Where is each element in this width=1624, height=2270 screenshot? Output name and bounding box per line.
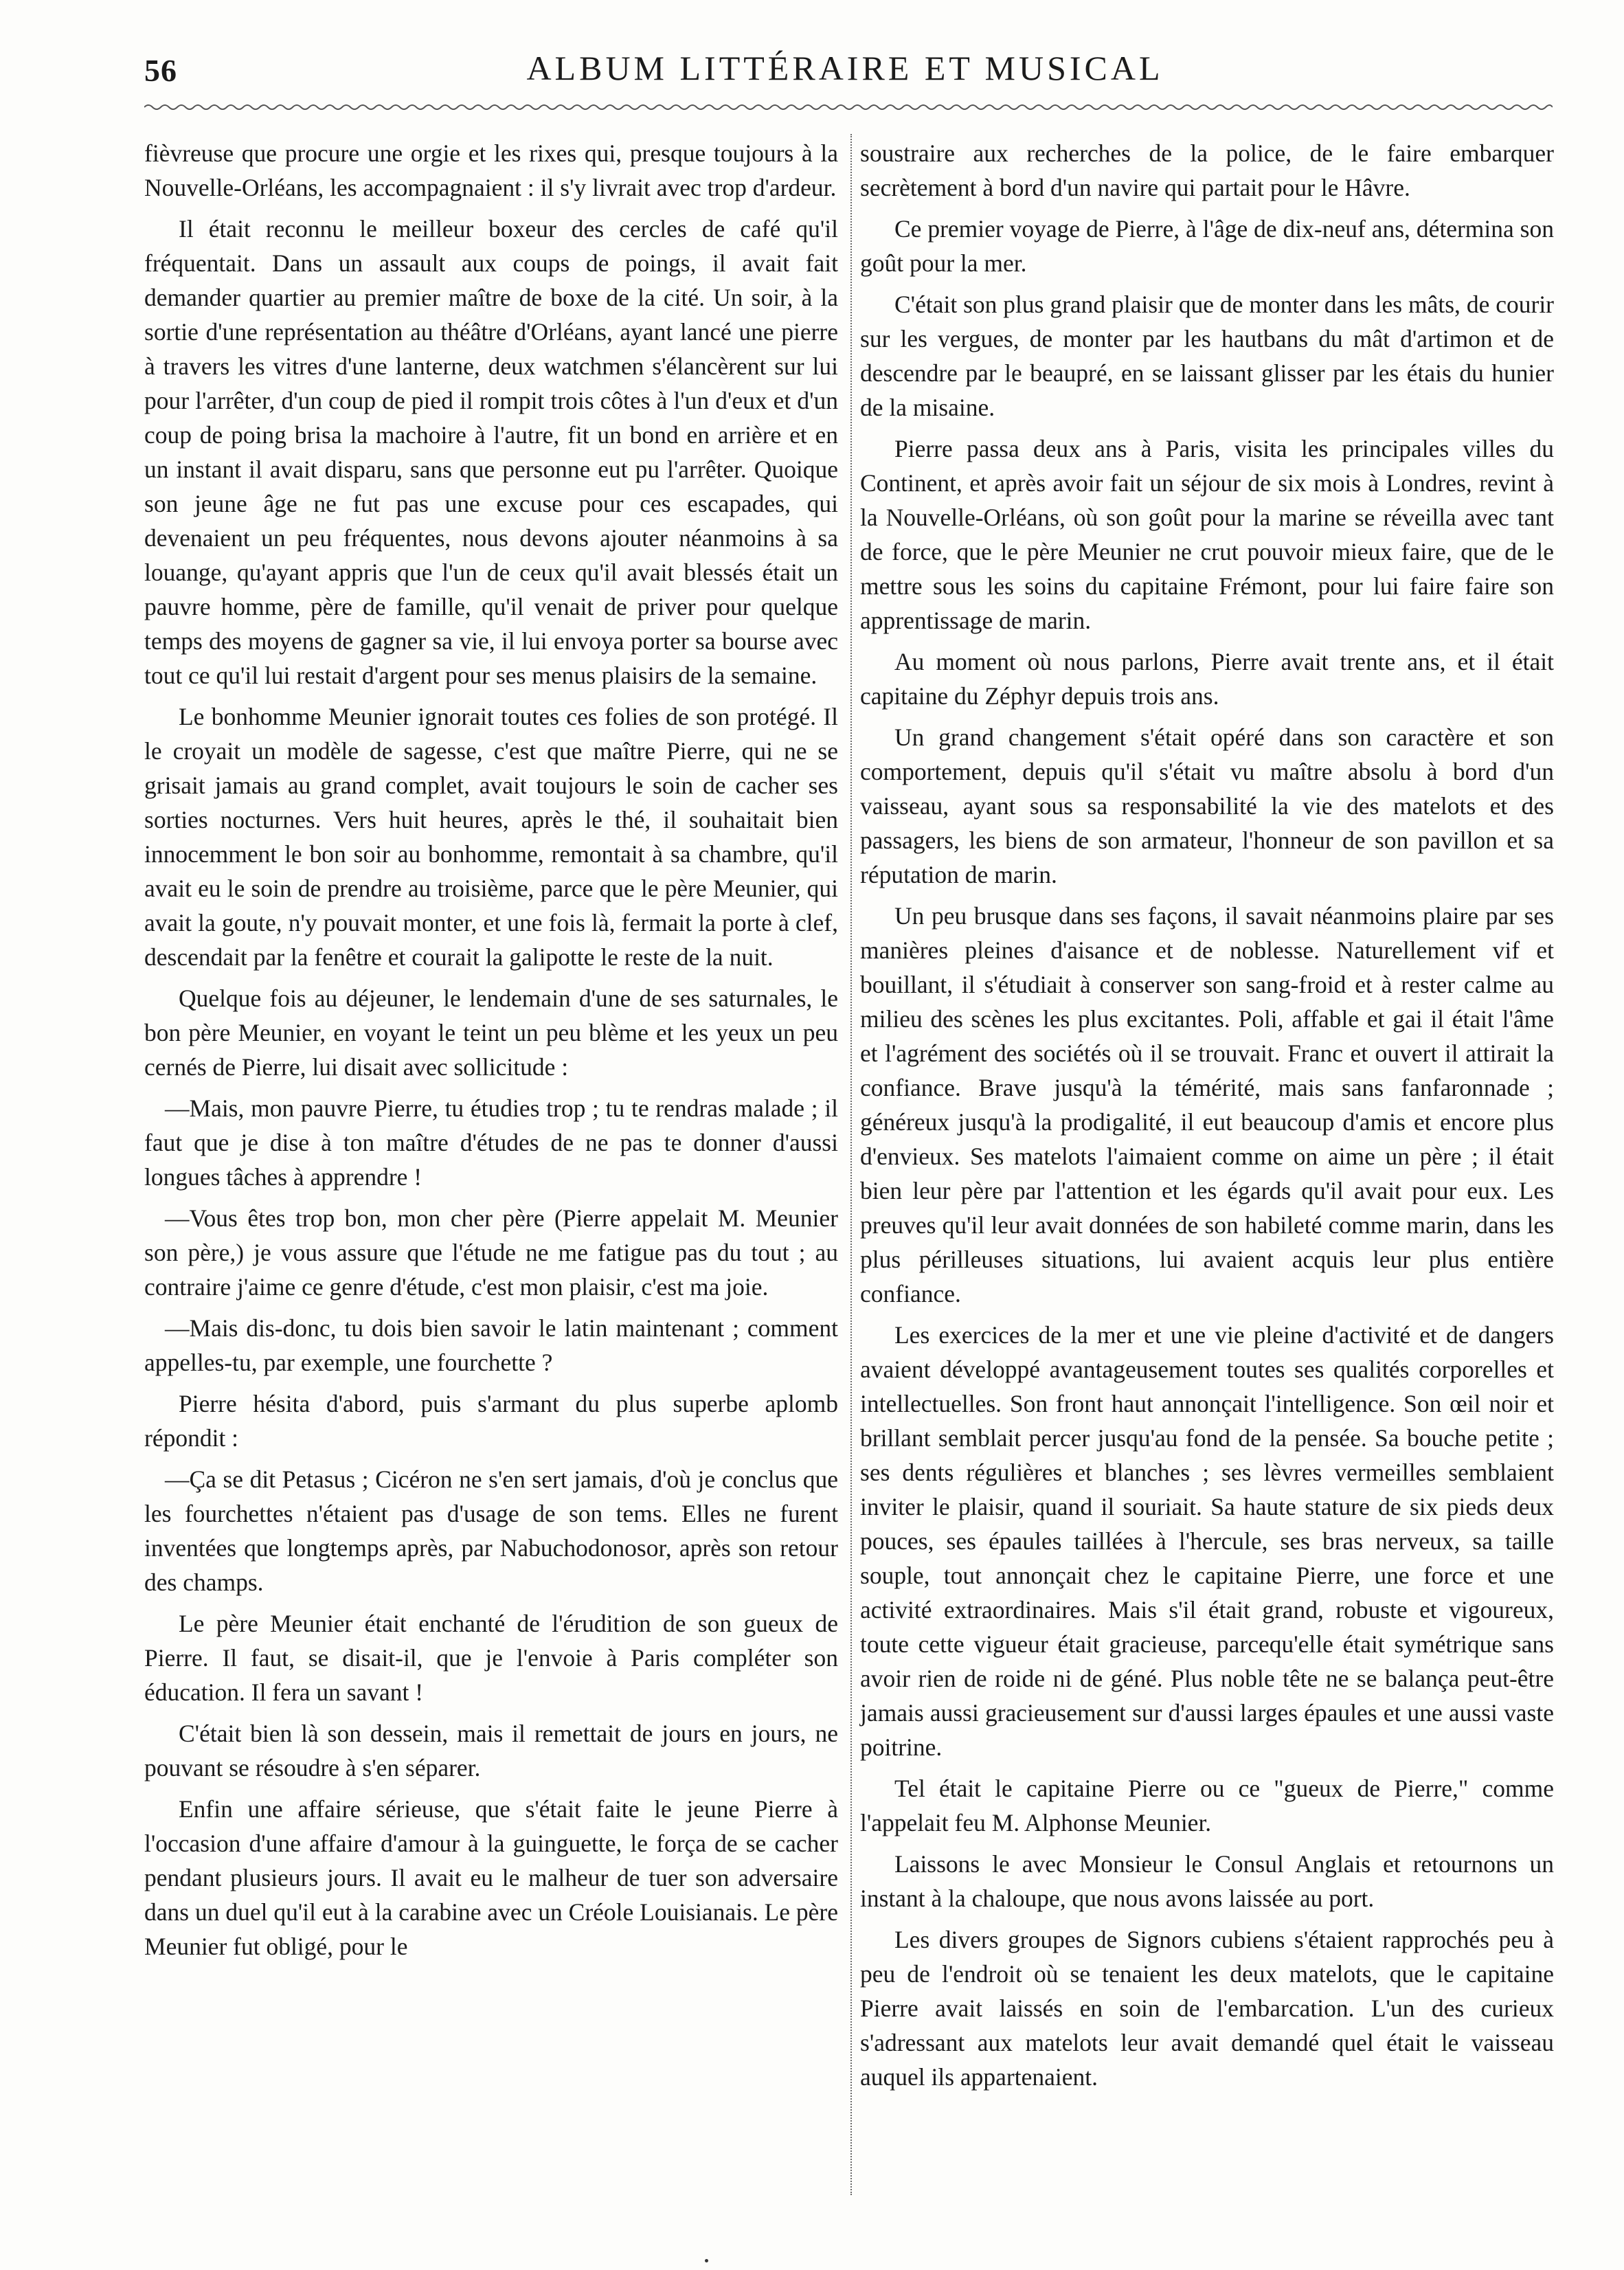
paragraph: Au moment où nous parlons, Pierre avait trente ans, et il était capitaine du Zéphyr depuis trois ans. [860,648,1554,710]
column-divider [850,134,854,2195]
paragraph: Ce premier voyage de Pierre, à l'âge de dix-neuf ans, détermina son goût pour la mer. [860,215,1554,277]
paragraph: C'était son plus grand plaisir que de monter dans les mâts, de courir sur les vergues, de monter par les hautbans du mât d'artimon et de descendre par le beaupré, en se laissant glisser par les étais du hunier de la misaine. [860,291,1554,421]
paragraph: Enfin une affaire sérieuse, que s'était faite le jeune Pierre à l'occasion d'une affaire d'amour à la guinguette, le força de se cacher pendant plusieurs jours. Il avait eu le malheur de tuer son adversaire dans un duel qu'il eut à la carabine avec un Créole Louisianais. Le père Meunier fut obligé, pour le [144,1795,838,1960]
paragraph: Quelque fois au déjeuner, le lendemain d'une de ses saturnales, le bon père Meunier, en voyant le teint un peu blème et les yeux un peu cernés de Pierre, lui disait avec sollicitude : [144,985,838,1081]
paragraph: Laissons le avec Monsieur le Consul Anglais et retournons un instant à la chaloupe, que nous avons laissée au port. [860,1850,1554,1912]
paragraph: Pierre passa deux ans à Paris, visita les principales villes du Continent, et après avoir fait un séjour de six mois à Londres, revint à la Nouvelle-Orléans, où son goût pour la marine se réveilla avec tant de force, que le père Meunier ne crut pouvoir mieux faire, que de le mettre sous les soins du capitaine Frémont, pour lui faire faire son apprentissage de marin. [860,435,1554,634]
paragraph: Le père Meunier était enchanté de l'érudition de son gueux de Pierre. Il faut, se disait-il, que je l'envoie à Paris compléter son éducation. Il fera un savant ! [144,1610,838,1706]
paragraph: Il était reconnu le meilleur boxeur des cercles de café qu'il fréquentait. Dans un assault aux coups de poings, il avait fait demander quartier au premier maître de boxe de la cité. Un soir, à la sortie d'une représentation au théâtre d'Orléans, ayant lancé une pierre à travers les vitres d'une lanterne, deux watchmen s'élancèrent sur lui pour l'arrêter, d'un coup de pied il rompit trois côtes à l'un d'eux et d'un coup de poing brisa la machoire à l'autre, fit un bond en arrière et en un instant il avait disparu, sans que personne eut pu l'arrêter. Quoique son jeune âge ne fut pas une excuse pour ces escapades, qui devenaient un peu fréquentes, nous devons ajouter néanmoins à sa louange, qu'ayant appris que l'un de ceux qu'il avait blessés était un pauvre homme, père de famille, qu'il venait de priver pour quelque temps des moyens de gagner sa vie, il lui envoya porter sa bourse avec tout ce qu'il lui restait d'argent pour ses menus plaisirs de la semaine. [144,215,838,689]
running-title: ALBUM LITTÉRAIRE ET MUSICAL [526,49,1164,87]
dialogue-line: —Mais, mon pauvre Pierre, tu étudies trop ; tu te rendras malade ; il faut que je dise à ton maître d'études de ne pas te donner d'aussi longues tâches à apprendre ! [144,1094,838,1191]
footer-dot [705,2259,708,2262]
paragraph: Un grand changement s'était opéré dans son caractère et son comportement, depuis qu'il s'était vu maître absolu à bord d'un vaisseau, ayant sous sa responsabilité la vie des matelots et des passagers, les biens de son armateur, l'honneur de son pavillon et sa réputation de marin. [860,723,1554,888]
paragraph: Tel était le capitaine Pierre ou ce "gueux de Pierre," comme l'appelait feu M. Alphonse Meunier. [860,1775,1554,1836]
paragraph: Le bonhomme Meunier ignorait toutes ces folies de son protégé. Il le croyait un modèle de sagesse, c'est que maître Pierre, qui ne se grisait jamais au grand complet, avait toujours le soin de cacher ses sorties nocturnes. Vers huit heures, après le thé, il souhaitait bien innocemment le bon soir au bonhomme, remontait à sa chambre, qu'il avait eu le soin de prendre au troisième, parce que le père Meunier, qui avait la goute, n'y pouvait monter, et une fois là, fermait la porte à clef, descendait par la fenêtre et courait la galipotte le reste de la nuit. [144,703,838,971]
page-header [144,48,1546,103]
paragraph: Les exercices de la mer et une vie pleine d'activité et de dangers avaient développé avantageusement toutes ses qualités corporelles et intellectuelles. Son front haut annonçait l'intelligence. Son œil noir et brillant semblait percer jusqu'au fond de la pensée. Sa bouche petite ; ses dents régulières et blanches ; ses lèvres vermeilles semblaient inviter le plaisir, quand il souriait. Sa haute stature de six pieds deux pouces, ses épaules taillées à l'hercule, ses bras nerveux, sa taille souple, tout annonçait chez le capitaine Pierre, une force et une activité extraordinaires. Mais s'il était grand, robuste et vigoureux, toute cette vigueur était gracieuse, parcequ'elle était symétrique sans avoir rien de roide ni de géné. Plus noble tête ne se balança peut-être jamais aussi gracieusement sur d'aussi larges épaules et une aussi vaste poitrine. [860,1321,1554,1761]
paragraph: Les divers groupes de Signors cubiens s'étaient rapprochés peu à peu de l'endroit où se tenaient les deux matelots, que le capitaine Pierre avait laissés en soin de l'embarcation. L'un des curieux s'adressant aux matelots leur avait demandé quel était le vaisseau auquel ils appartenaient. [860,1926,1554,2091]
paragraph: C'était bien là son dessein, mais il remettait de jours en jours, ne pouvant se résoudre à s'en séparer. [144,1720,838,1782]
dialogue-line: —Vous êtes trop bon, mon cher père (Pierre appelait M. Meunier son père,) je vous assure que l'étude ne me fatigue pas du tout ; au contraire j'aime ce genre d'étude, c'est mon plaisir, c'est ma joie. [144,1204,838,1301]
dialogue-line: —Ça se dit Petasus ; Cicéron ne s'en sert jamais, d'où je conclus que les fourchettes n'étaient pas d'usage de son tems. Elles ne furent inventées que longtemps après, par Nabuchodonosor, après son retour des champs. [144,1465,838,1596]
dialogue-line: —Mais dis-donc, tu dois bien savoir le latin maintenant ; comment appelles-tu, par exemple, une fourchette ? [144,1314,838,1376]
paragraph: Pierre hésita d'abord, puis s'armant du plus superbe aplomb répondit : [144,1390,838,1452]
page-number: 56 [144,53,177,88]
paragraph: Un peu brusque dans ses façons, il savait néanmoins plaire par ses manières pleines d'aisance et de noblesse. Naturellement vif et bouillant, il s'étudiait à conserver son sang-froid et à rester calme au milieu des scènes les plus excitantes. Poli, affable et gai il était l'âme et l'agrément des sociétés où il se trouvait. Franc et ouvert il attirait la confiance. Brave jusqu'à la témérité, mais sans fanfaronnade ; généreux jusqu'à la prodigalité, il eut beaucoup d'amis et encore plus d'envieux. Ses matelots l'aimaient comme on aime un père ; il était bien leur père par l'attention et les égards qu'il avait pour eux. Les preuves qu'il leur avait données de son habileté comme marin, dans les plus périlleuses situations, lui avaient acquis leur plus entière confiance. [860,902,1554,1307]
left-column [144,136,838,1970]
paragraph: soustraire aux recherches de la police, de le faire embarquer secrètement à bord d'un navire qui partait pour le Hâvre. [860,139,1554,201]
right-column [860,136,1554,2101]
header-wavy-rule [144,103,1553,111]
paragraph: fièvreuse que procure une orgie et les rixes qui, presque toujours à la Nouvelle-Orléans, les accompagnaient : il s'y livrait avec trop d'ardeur. [144,139,838,201]
